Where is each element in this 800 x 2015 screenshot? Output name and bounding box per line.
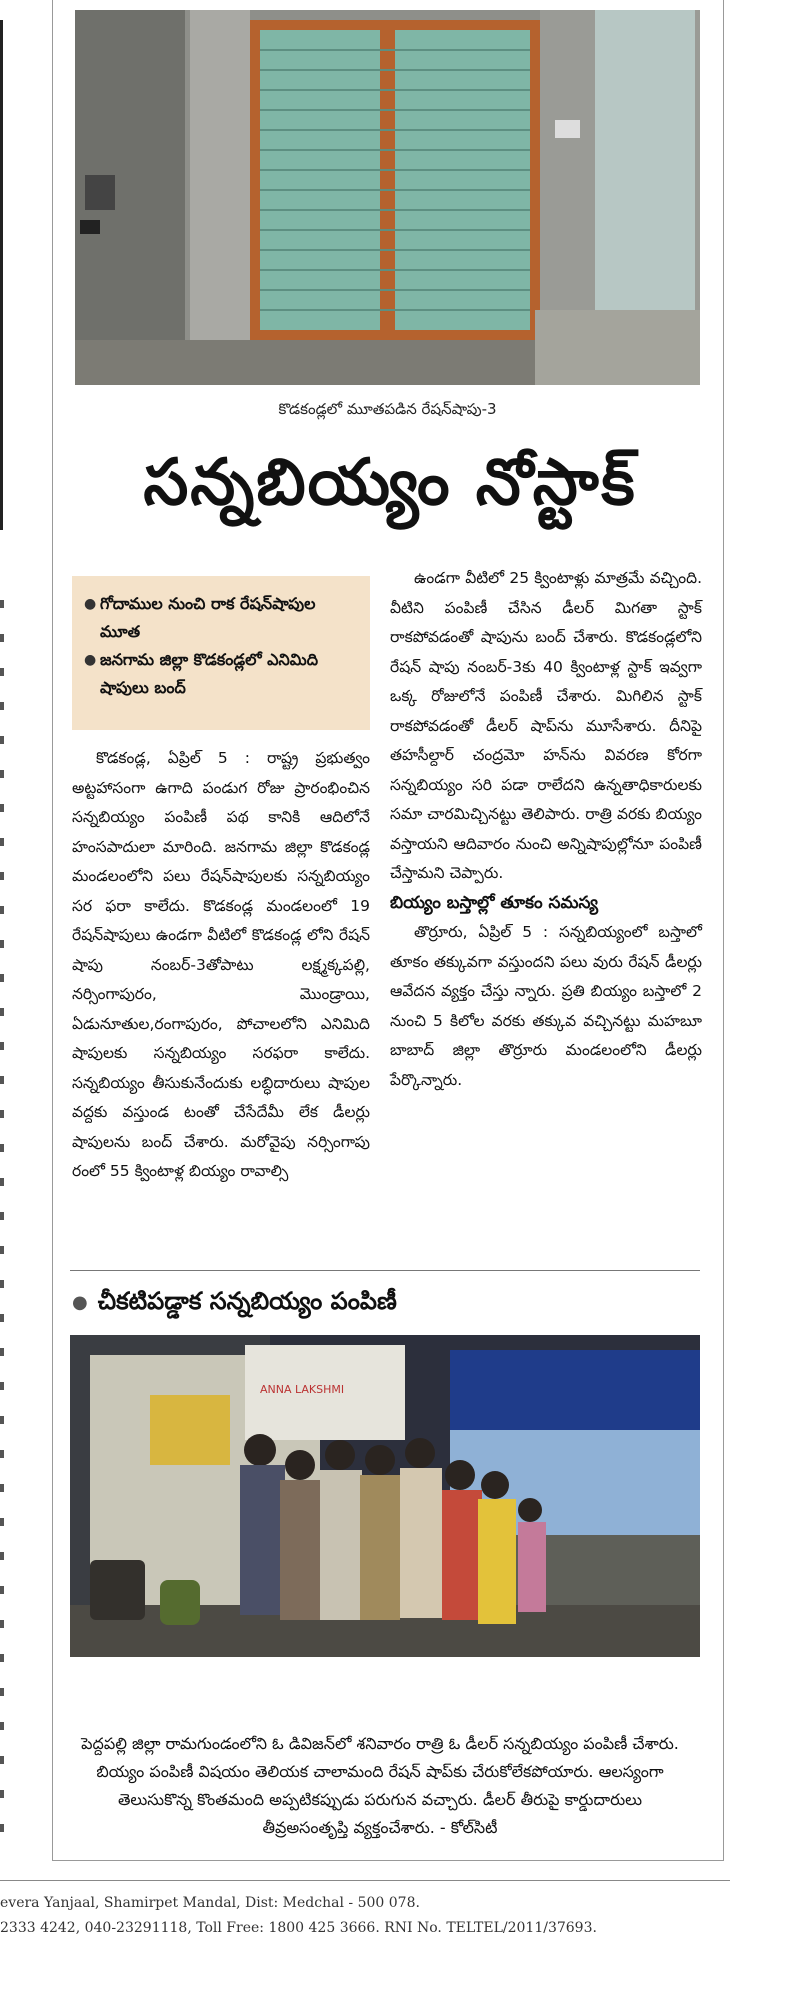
adjacent-column-text-fragments <box>0 600 4 1850</box>
highlights-box <box>72 576 370 730</box>
second-photo-caption: పెద్దపల్లి జిల్లా రామగుండంలోని ఓ డివిజన్‌లో శనివారం రాత్రి ఓ డీలర్ సన్నబియ్యం పంపిణీ చేశారు. బియ్యం పంపిణీ విషయం తెలియక చాలామంది రేషన్ షాప్‌కు చేరుకోలేకపోయారు. ఆలస్యంగా తెలుసుకొన్న కొంతమంది అప్పటికప్పుడు పరుగున వచ్చారు. డీలర్ తీరుపై కార్డుదారులు తీవ్రఅసంతృప్తి వ్యక్తంచేశారు. - కోల్‌సిటీ <box>81 1734 679 1837</box>
right-column <box>390 564 702 1095</box>
bullet-icon: ● <box>84 652 97 668</box>
section-divider <box>70 1270 700 1271</box>
shop-sign-text: ANNA LAKSHMI <box>260 1383 345 1396</box>
second-story-kicker: ● చీకటిపడ్డాక సన్నబియ్యం పంపిణీ <box>72 1287 397 1315</box>
footer-divider <box>0 1880 730 1881</box>
night-distribution-photo <box>70 1335 700 1657</box>
body-paragraph: ఉండగా వీటిలో 25 క్వింటాళ్లు మాత్రమే వచ్చింది. వీటిని పంపిణీ చేసిన డీలర్ మిగతా స్టాక్ రాకపోవడంతో షాపును బంద్ చేశారు. కొడకండ్లలోని రేషన్ షాపు నంబర్-3కు 40 క్వింటాళ్ల స్టాక్ ఇవ్వగా ఒక్క రోజులోనే పంపిణీ చేశారు. మిగిలిన స్టాక్ రాకపోవడంతో డీలర్ షాప్‌ను మూసేశారు. దీనిపై తహసీల్దార్ చంద్రమో హన్‌ను వివరణ కోరగా సన్నబియ్యం సరి పడా రాలేదని ఉన్నతాధికారులకు సమా చారమిచ్చినట్టు తెలిపారు. రాత్రి వరకు బియ్యం వస్తాయని ఆదివారం నుంచి అన్నిషాపుల్లోనూ పంపిణీ చేస్తామని చెప్పారు. <box>390 569 702 882</box>
highlight-item: ● జనగామ జిల్లా కొడకండ్లలో ఎనిమిది షాపులు బంద్ <box>84 646 358 702</box>
adjacent-column-edge <box>0 20 3 530</box>
top-photo-caption: కొడకండ్లలో మూతపడిన రేషన్‌షాపు-3 <box>278 400 497 418</box>
footer-address: evera Yanjaal, Shamirpet Mandal, Dist: Medchal - 500 078. <box>0 1895 420 1911</box>
headline: సన్నబియ్యం నోస్టాక్ <box>143 446 637 520</box>
footer-contact: 2333 4242, 040-23291118, Toll Free: 1800 425 3666. RNI No. TELTEL/2011/37693. <box>0 1920 597 1936</box>
bullet-icon: ● <box>72 1291 88 1313</box>
body-paragraph: కొడకండ్ల, ఏప్రిల్ 5 : రాష్ట్ర ప్రభుత్వం అట్టహాసంగా ఉగాది పండుగ రోజు ప్రారంభించిన సన్నబియ్యం పంపిణీ పథ కానికి ఆదిలోనే హంసపాదులా మారింది. జనగామ జిల్లా కొడకండ్ల మండలంలోని పలు రేషన్‌షాపులకు సన్నబియ్యం సర ఫరా కాలేదు. కొడకండ్ల మండలంలో 19 రేషన్‌షాపులు ఉండగా వీటిలో కొడకండ్ల లోని రేషన్ షాపు నంబర్-3తోపాటు లక్ష్మక్కపల్లి, నర్సింగాపురం, మొండ్రాయి, ఏడునూతుల,రంగాపురం, పోచాలలోని ఎనిమిది షాపులకు సన్నబియ్యం సరఫరా కాలేదు. సన్నబియ్యం తీసుకునేందుకు లబ్ధిదారులు షాపుల వద్దకు వస్తుండ టంతో చేసేదేమీ లేక డీలర్లు షాపులను బంద్ చేశారు. మరోవైపు నర్సింగాపు రంలో 55 క్వింటాళ్ల బియ్యం రావాల్సి <box>72 749 370 1180</box>
body-paragraph: తొర్రూరు, ఏప్రిల్ 5 : సన్నబియ్యంలో బస్తాలో తూకం తక్కువగా వస్తుందని పలు వురు రేషన్ డీలర్లు ఆవేదన వ్యక్తం చేస్తు న్నారు. ప్రతి బియ్యం బస్తాలో 2 నుంచి 5 కిలోల వరకు తక్కువ వచ్చినట్టు మహబూ బాబాద్ జిల్లా తొర్రూరు మండలంలోని డీలర్లు పేర్కొన్నారు. <box>390 923 702 1089</box>
closed-shop-photo <box>75 10 700 385</box>
subhead: బియ్యం బస్తాల్లో తూకం సమస్య <box>390 892 598 913</box>
highlight-item: ● గోదాముల నుంచి రాక రేషన్‌షాపుల మూత <box>84 590 358 646</box>
bullet-icon: ● <box>84 596 97 612</box>
left-column <box>72 744 370 1187</box>
